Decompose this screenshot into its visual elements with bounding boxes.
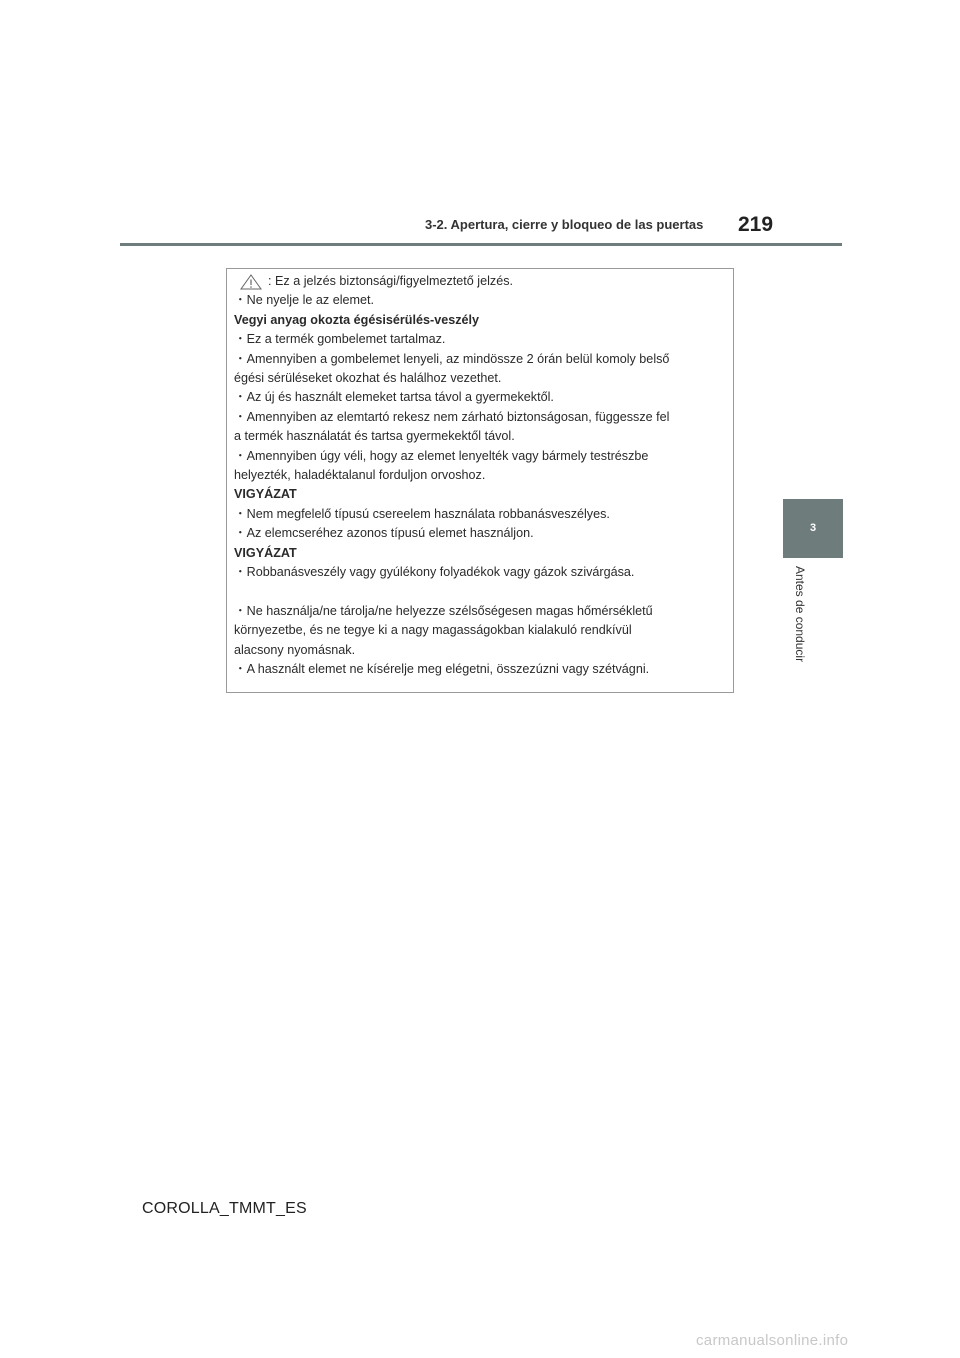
text-line: ・Ne használja/ne tárolja/ne helyezze szélsőségesen magas hőmérsékletű (234, 603, 653, 618)
spacer (234, 583, 728, 602)
text-line: ・Ne nyelje le az elemet. (234, 293, 374, 308)
warning-triangle-icon (240, 274, 262, 290)
chapter-label: Antes de conducir (793, 566, 807, 663)
watermark: carmanualsonline.info (696, 1332, 849, 1349)
text-line: ・A használt elemet ne kísérelje meg elégetni, összezúzni vagy szétvágni. (234, 662, 650, 677)
header-divider (120, 243, 842, 246)
hazard-heading: Vegyi anyag okozta égésisérülés-veszély (234, 312, 480, 327)
section-title: 3-2. Apertura, cierre y bloqueo de las puertas (425, 217, 704, 232)
text-line: ・Az új és használt elemeket tartsa távol a gyermekektől. (234, 390, 554, 405)
text-line: ・Robbanásveszély vagy gyúlékony folyadékok vagy gázok szivárgása. (234, 565, 635, 580)
caution-heading: VIGYÁZAT (234, 545, 297, 560)
model-code: COROLLA_TMMT_ES (142, 1200, 307, 1217)
text-line: ・Amennyiben a gombelemet lenyeli, az mindössze 2 órán belül komoly belső (234, 351, 670, 366)
text-line: ・Az elemcseréhez azonos típusú elemet használjon. (234, 526, 534, 541)
text-line: helyezték, haladéktalanul forduljon orvoshoz. (234, 468, 486, 483)
text-line: ・Amennyiben az elemtartó rekesz nem zárható biztonságosan, függessze fel (234, 409, 670, 424)
chapter-tab: 3 (783, 499, 843, 558)
warning-intro-text: : Ez a jelzés biztonsági/figyelmeztető jelzés. (268, 274, 513, 288)
text-line: alacsony nyomásnak. (234, 642, 356, 657)
warning-intro-line (234, 272, 728, 291)
caution-heading: VIGYÁZAT (234, 487, 297, 502)
text-line: ・Nem megfelelő típusú csereelem használata robbanásveszélyes. (234, 506, 610, 521)
text-line: égési sérüléseket okozhat és halálhoz vezethet. (234, 371, 502, 386)
text-line: környezetbe, és ne tegye ki a nagy magasságokban kialakuló rendkívül (234, 623, 632, 638)
text-line: ・Ez a termék gombelemet tartalmaz. (234, 332, 446, 347)
warning-content (234, 272, 728, 680)
text-line: ・Amennyiben úgy véli, hogy az elemet lenyelték vagy bármely testrészbe (234, 448, 649, 463)
text-line: a termék használatát és tartsa gyermekektől távol. (234, 429, 515, 444)
page-number: 219 (738, 213, 774, 236)
